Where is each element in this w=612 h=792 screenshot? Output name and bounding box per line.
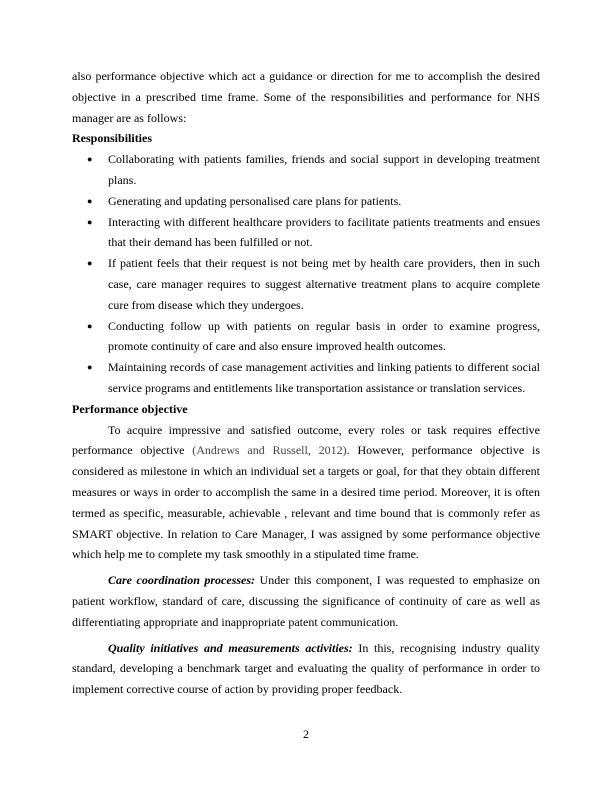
intro-paragraph: also performance objective which act a guidance or direction for me to accomplish the desired objective in a prescribed time frame. Some of the responsibilities and performance for NHS manager are as follows: xyxy=(72,69,540,125)
performance-heading: Performance objective xyxy=(72,401,188,416)
quality-initiatives-paragraph xyxy=(72,638,540,700)
page-number: 2 xyxy=(303,727,309,741)
responsibilities-list xyxy=(72,149,540,399)
care-coordination-paragraph xyxy=(72,570,540,632)
responsibilities-heading: Responsibilities xyxy=(72,131,153,146)
performance-text-end: . However, performance objective is considered as milestone in which an individual set a targets or goal, for that they obtain different measures or ways in order to accomplish the same in a desired time period. Moreover, it is often termed as specific, measurable, achievable , relevant and time bound that is commonly refer as SMART objective. In relation to Care Manager, I was assigned by some performance objective which help me to complete my task smoothly in a stipulated time frame. xyxy=(72,443,541,562)
list-item xyxy=(72,253,540,315)
list-item-text: Generating and updating personalised care plans for patients. xyxy=(108,193,402,208)
list-item-text: If patient feels that their request is not being met by health care providers, then in such case, care manager requires to suggest alternative treatment plans to acquire complete cure from disease which they undergoes. xyxy=(108,256,540,312)
list-item-text: Interacting with different healthcare providers to facilitate patients treatments and ensues that their demand has been fulfilled or not. xyxy=(108,214,540,250)
list-item xyxy=(72,212,540,254)
quality-initiatives-label: Quality initiatives and measurements activities: xyxy=(108,640,353,655)
bullet-icon: ● xyxy=(87,258,93,269)
list-item-text: Maintaining records of case management activities and linking patients to different social service programs and entitlements like transportation assistance or translation services. xyxy=(108,360,540,395)
bullet-icon: ● xyxy=(87,362,93,373)
bullet-icon: ● xyxy=(87,216,93,227)
list-item-text: Conducting follow up with patients on regular basis in order to examine progress, promote continuity of care and also ensure improved health outcomes. xyxy=(108,318,540,354)
bullet-icon: ● xyxy=(87,195,93,206)
care-coordination-label: Care coordination processes: xyxy=(108,573,256,588)
list-item xyxy=(72,191,540,212)
care-coordination-text: Under this component, I was requested to emphasize on patient workflow, standard of care, discussing the significance of continuity of care as well as differentiating appropriate and inappropriate patent communication. xyxy=(72,573,540,629)
list-item xyxy=(72,316,540,358)
list-item xyxy=(72,149,540,191)
citation: (Andrews and Russell, 2012) xyxy=(192,443,347,458)
performance-text-start: To acquire impressive and satisfied outcome, every roles or task requires effective performance objective xyxy=(72,422,540,458)
bullet-icon: ● xyxy=(87,320,93,331)
document-page xyxy=(72,66,540,700)
list-item-text: Collaborating with patients families, friends and social support in developing treatment plans. xyxy=(108,152,540,187)
bullet-icon: ● xyxy=(87,154,93,165)
performance-paragraph xyxy=(72,420,540,566)
list-item xyxy=(72,357,540,399)
quality-initiatives-text: In this, recognising industry quality standard, developing a benchmark target and evaluating the quality of performance in order to implement corrective course of action by providing proper feedback. xyxy=(72,640,540,697)
